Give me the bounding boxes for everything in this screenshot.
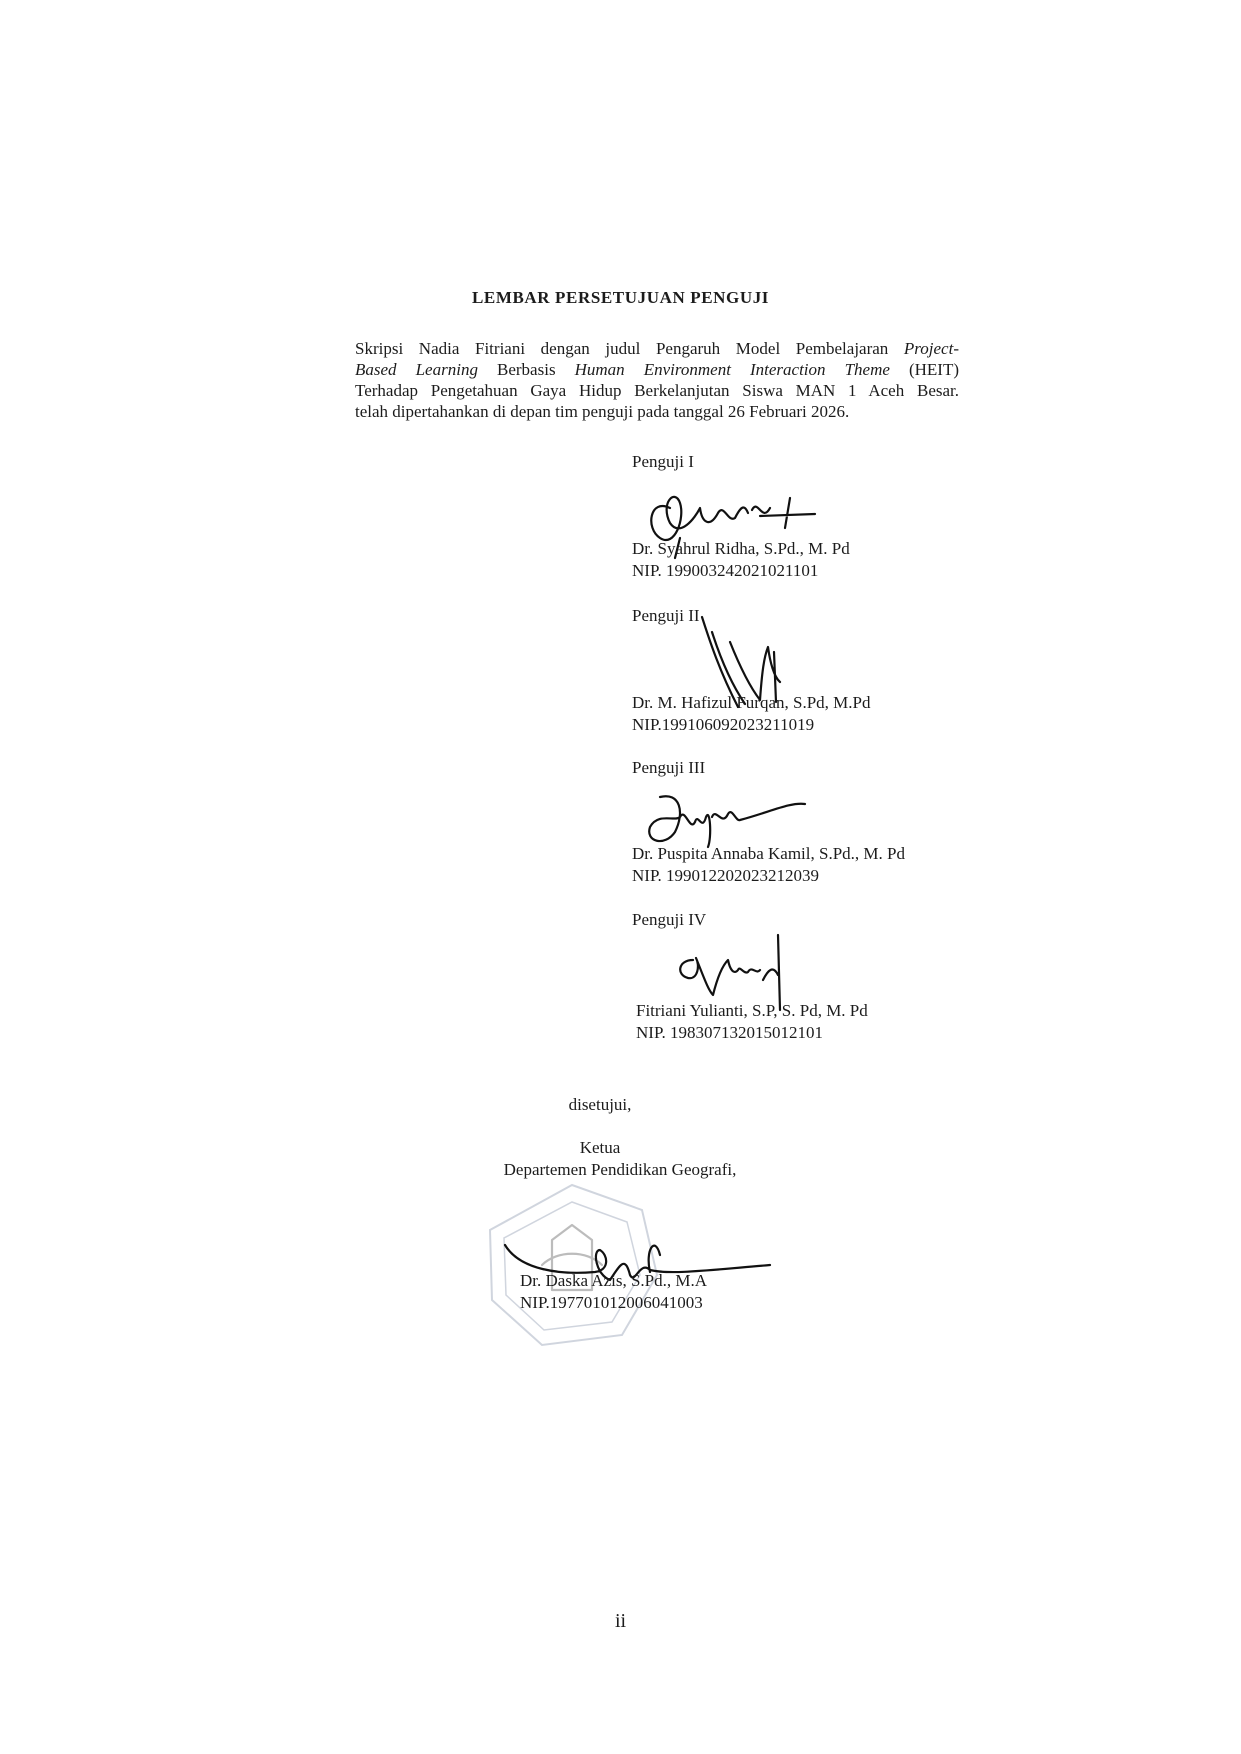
approval-name: Dr. Daska Azis, S.Pd., M.A <box>520 1271 708 1290</box>
approval-nip: NIP.197701012006041003 <box>520 1293 703 1312</box>
approval-position: Ketua <box>579 1138 621 1157</box>
examiner-1-name: Dr. Syahrul Ridha, S.Pd., M. Pd <box>632 539 850 558</box>
examiner-3-name: Dr. Puspita Annaba Kamil, S.Pd., M. Pd <box>632 844 905 863</box>
examiner-4-nip: NIP. 198307132015012101 <box>636 1023 824 1042</box>
paragraph-line-3: Terhadap Pengetahuan Gaya Hidup Berkelanjutan Siswa MAN 1 Aceh Besar. <box>355 381 959 400</box>
examiner-3-nip: NIP. 199012202023212039 <box>632 866 820 885</box>
examiner-1-role: Penguji I <box>632 452 694 471</box>
approval-paragraph <box>355 338 959 422</box>
examiner-2-details <box>632 692 870 736</box>
examiner-2-name: Dr. M. Hafizul Furqan, S.Pd, M.Pd <box>632 693 871 712</box>
examiner-1-nip: NIP. 199003242021021101 <box>632 561 819 580</box>
paragraph-line-1: Skripsi Nadia Fitriani dengan judul Pengaruh Model Pembelajaran Project- <box>355 339 959 358</box>
approval-details <box>520 1270 707 1314</box>
document-title: LEMBAR PERSETUJUAN PENGUJI <box>471 288 770 307</box>
examiner-4-role: Penguji IV <box>632 910 707 929</box>
examiner-4-name: Fitriani Yulianti, S.P, S. Pd, M. Pd <box>636 1001 868 1020</box>
approval-department: Departemen Pendidikan Geografi, <box>503 1160 737 1179</box>
page-number: ii <box>614 1610 627 1632</box>
paragraph-line-4: telah dipertahankan di depan tim penguji pada tanggal 26 Februari 2026. <box>355 402 850 421</box>
approved-label: disetujui, <box>568 1095 632 1114</box>
examiner-2-role: Penguji II <box>632 606 700 625</box>
paragraph-line-2: Based Learning Berbasis Human Environment Interaction Theme (HEIT) <box>355 360 959 379</box>
examiner-4-details <box>636 1000 868 1044</box>
examiner-1-details <box>632 538 850 582</box>
examiner-2-nip: NIP.199106092023211019 <box>632 715 815 734</box>
examiner-3-details <box>632 843 905 887</box>
examiner-4-signature <box>668 930 798 1010</box>
examiner-3-role: Penguji III <box>632 758 706 777</box>
